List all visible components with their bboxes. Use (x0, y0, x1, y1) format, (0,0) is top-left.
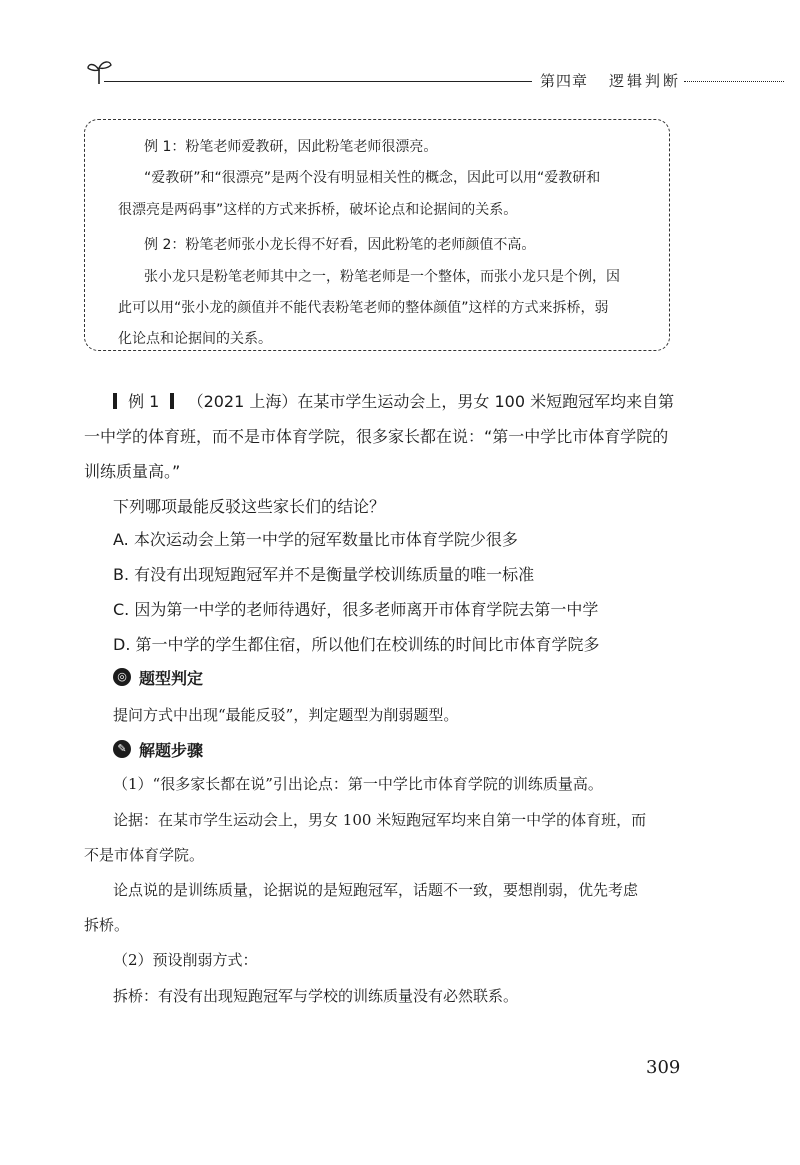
section-type-text: 提问方式中出现“最能反驳”，判定题型为削弱题型。 (113, 706, 459, 724)
question-tag: 例 1 (128, 392, 160, 411)
header-rule (104, 81, 532, 82)
box-line-6: 此可以用“张小龙的颜值并不能代表粉笔老师的整体颜值”这样的方式来拆桥，弱 (118, 300, 609, 316)
box-line-5: 张小龙只是粉笔老师其中之一，粉笔老师是一个整体，而张小龙只是个例，因 (144, 269, 620, 285)
page-number: 309 (646, 1057, 681, 1078)
box-line-2: “爱教研”和“很漂亮”是两个没有明显相关性的概念，因此可以用“爱教研和 (144, 170, 601, 186)
section-type-title: 题型判定 (139, 669, 204, 688)
option-c: C. 因为第一中学的老师待遇好，很多老师离开市体育学院去第一中学 (113, 600, 599, 619)
box-line-4: 例 2：粉笔老师张小龙长得不好看，因此粉笔的老师颜值不高。 (144, 237, 536, 253)
box-line-1: 例 1：粉笔老师爱教研，因此粉笔老师很漂亮。 (144, 139, 438, 155)
question-prompt: 下列哪项最能反驳这些家长们的结论？ (113, 497, 386, 516)
box-line-7: 化论点和论据间的关系。 (118, 331, 272, 347)
step-line-5: 拆桥。 (84, 916, 130, 934)
step-line-4: 论点说的是训练质量，论据说的是短跑冠军，话题不一致，要想削弱，优先考虑 (113, 881, 639, 899)
target-icon: ◎ (113, 668, 131, 686)
tag-bar-left (113, 393, 117, 409)
question-stem-2: 一中学的体育班，而不是市体育学院，很多家长都在说：“第一中学比市体育学院的 (84, 427, 669, 446)
option-a: A. 本次运动会上第一中学的冠军数量比市体育学院少很多 (113, 530, 518, 549)
steps-icon: ✎ (113, 740, 131, 758)
question-stem-3: 训练质量高。” (84, 462, 181, 481)
step-line-1: （1）“很多家长都在说”引出论点：第一中学比市体育学院的训练质量高。 (113, 775, 603, 793)
step-line-3: 不是市体育学院。 (84, 846, 205, 864)
section-steps-title: 解题步骤 (139, 741, 204, 760)
step-line-2: 论据：在某市学生运动会上，男女 100 米短跑冠军均来自第一中学的体育班，而 (113, 811, 647, 829)
question-line-1 (113, 389, 674, 412)
step-line-6: （2）预设削弱方式： (113, 951, 258, 969)
step-line-7: 拆桥：有没有出现短跑冠军与学校的训练质量没有必然联系。 (113, 987, 519, 1005)
header-rule-tail (684, 81, 784, 82)
tag-bar-right (170, 393, 174, 409)
option-b: B. 有没有出现短跑冠军并不是衡量学校训练质量的唯一标准 (113, 565, 535, 584)
box-line-3: 很漂亮是两码事”这样的方式来拆桥，破坏论点和论据间的关系。 (118, 202, 518, 218)
question-stem-1: （2021 上海）在某市学生运动会上，男女 100 米短跑冠军均来自第 (187, 392, 675, 411)
option-d: D. 第一中学的学生都住宿，所以他们在校训练的时间比市体育学院多 (113, 635, 600, 654)
chapter-title: 逻辑判断 (609, 72, 682, 90)
chapter-label: 第四章 (540, 72, 589, 90)
